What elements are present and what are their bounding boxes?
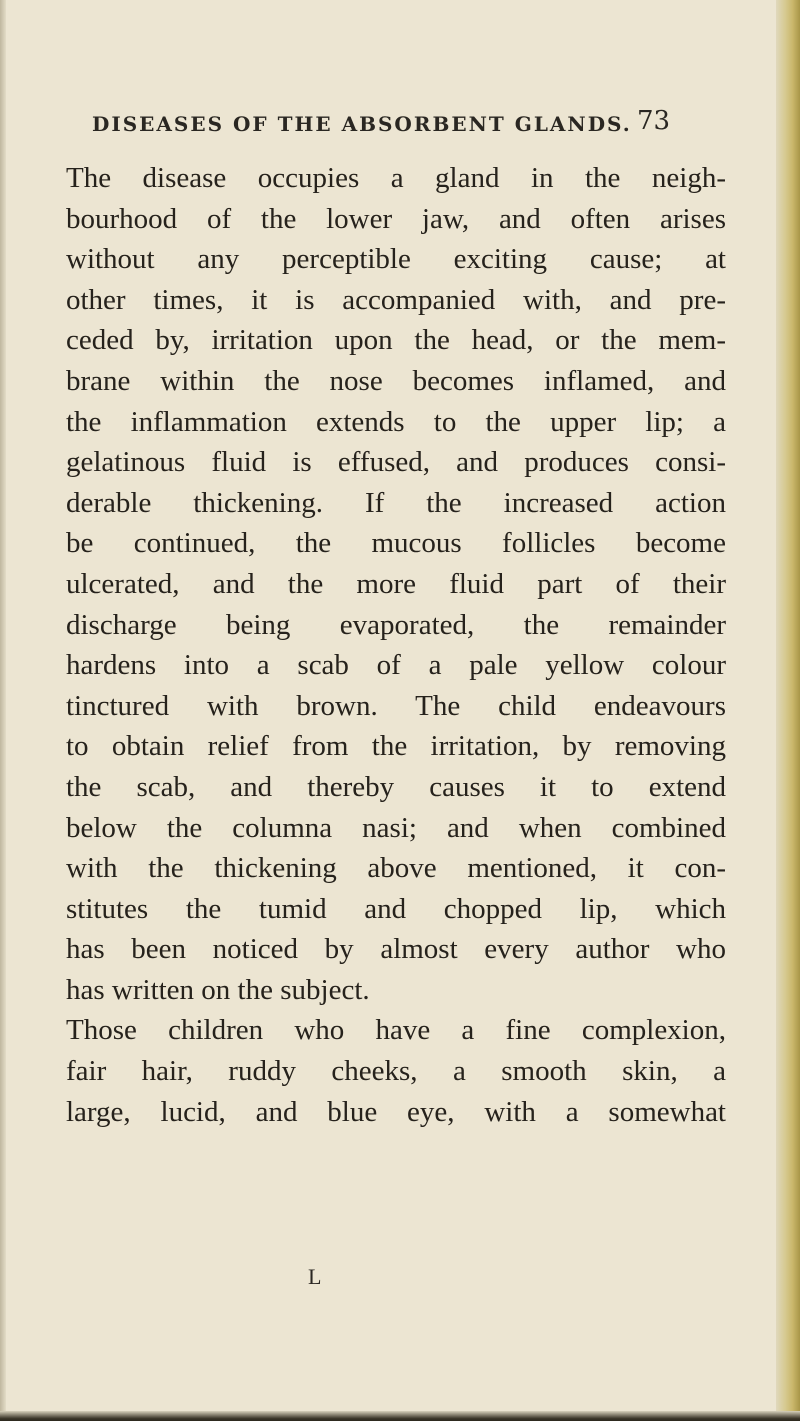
text-line: other times, it is accompanied with, and pre- <box>66 283 726 316</box>
text-line: bourhood of the lower jaw, and often arises <box>66 202 726 235</box>
text-line: without any perceptible exciting cause; at <box>66 243 726 276</box>
signature-mark: L <box>308 1264 322 1289</box>
text-line: gelatinous fluid is effused, and produces consi- <box>66 446 726 479</box>
text-line: The disease occupies a gland in the neigh- <box>66 162 726 194</box>
text-line: hardens into a scab of a pale yellow colour <box>66 649 726 682</box>
page-left-edge <box>0 0 6 1421</box>
text-line: stitutes the tumid and chopped lip, which <box>66 892 726 925</box>
text-line-paragraph-start: Those children who have a fine complexion, <box>66 1014 726 1047</box>
page-right-edge <box>776 0 800 1421</box>
text-line: tinctured with brown. The child endeavours <box>66 689 726 722</box>
page-bottom-edge <box>0 1411 800 1421</box>
text-line: large, lucid, and blue eye, with a somewhat <box>66 1095 726 1128</box>
body-text <box>66 158 726 1132</box>
text-line: be continued, the mucous follicles become <box>66 527 726 560</box>
text-line: the inflammation extends to the upper lip; a <box>66 405 726 438</box>
text-line: to obtain relief from the irritation, by removing <box>66 730 726 763</box>
text-line: has been noticed by almost every author who <box>66 933 726 966</box>
running-head <box>92 106 732 136</box>
running-head-title: DISEASES OF THE ABSORBENT GLANDS. <box>92 112 632 136</box>
page-number: 73 <box>637 106 671 136</box>
text-line: below the columna nasi; and when combined <box>66 811 726 844</box>
text-line: ulcerated, and the more fluid part of their <box>66 567 726 600</box>
text-line: with the thickening above mentioned, it con- <box>66 852 726 885</box>
text-line: ceded by, irritation upon the head, or the mem- <box>66 324 726 357</box>
text-line: brane within the nose becomes inflamed, and <box>66 364 726 397</box>
text-line: discharge being evaporated, the remainder <box>66 608 726 641</box>
text-line: the scab, and thereby causes it to extend <box>66 770 726 803</box>
text-line: derable thickening. If the increased action <box>66 486 726 519</box>
text-line: fair hair, ruddy cheeks, a smooth skin, a <box>66 1055 726 1088</box>
text-line-paragraph-end: has written on the subject. <box>66 973 370 1006</box>
